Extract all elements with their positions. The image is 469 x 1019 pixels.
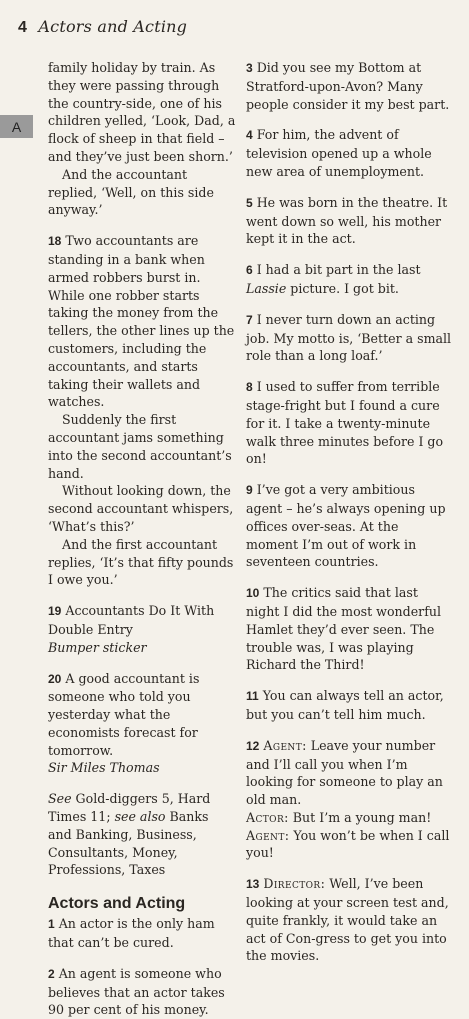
entry-number: 4: [246, 128, 253, 143]
entry-13: [246, 875, 454, 965]
entry-number: 9: [246, 483, 253, 498]
dialogue-line: [246, 809, 454, 827]
dialogue-text: But I’m a young man!: [288, 809, 432, 825]
speaker-label: Actor:: [246, 809, 289, 825]
entry-number: 6: [246, 263, 253, 278]
entry-number: 3: [246, 61, 253, 75]
dialogue-line: [246, 737, 454, 809]
entry-paragraph: family holiday by train. As they were passing through the country-side, one of his children yelled, ‘Look, Dad, a flock of sheep in that field – and they’ve just been shorn.’: [48, 60, 236, 164]
see-also-label: see also: [114, 809, 166, 825]
entry-number: 12: [246, 738, 260, 753]
entry-3: [246, 59, 454, 113]
entry-paragraph: [246, 481, 454, 571]
speaker-label: Agent:: [263, 737, 307, 753]
entry-number: 18: [48, 234, 62, 249]
entry-number: 1: [48, 917, 55, 932]
entry-text: I never turn down an acting job. My motto is, ‘Better a small role than a long loaf.’: [246, 311, 452, 364]
entry-source: Bumper sticker: [48, 639, 147, 655]
entry-paragraph: [246, 126, 454, 180]
entry-text: I used to suffer from terrible stage-fright but I found a cure for it. I take a twenty-minute walk three minutes before I go on!: [246, 379, 444, 467]
entry-number: 2: [48, 966, 55, 981]
see-label: See: [48, 791, 72, 807]
entry-number: 20: [48, 671, 62, 686]
dialogue-text: Well, I’ve been looking at your screen test and, quite frankly, it would take an act of Con-gress to get you into the movies.: [246, 876, 449, 964]
entry-paragraph: [48, 915, 236, 952]
section-heading: Actors and Acting: [48, 895, 186, 913]
entry-number: 19: [48, 604, 62, 619]
entry-number: 5: [246, 195, 253, 210]
entry-text: I had a bit part in the last: [256, 262, 421, 278]
entry-4: [246, 126, 454, 180]
entry-paragraph: [246, 378, 454, 468]
entry-text: Two accountants are standing in a bank when armed robbers burst in. While one robber starts taking the money from the tellers, the other lines up the customers, including the accountants, and starts taking their wallets and watches.: [48, 233, 235, 410]
speaker-label: Director:: [263, 876, 326, 892]
entry-20: [48, 670, 236, 778]
entry-18: [48, 232, 236, 589]
entry-text: An actor is the only ham that can’t be cured.: [48, 916, 215, 951]
entry-text: A good accountant is someone who told you yesterday what the economists forecast for tomorrow.: [48, 670, 200, 758]
dialogue-text: You won’t be when I call you!: [246, 827, 450, 861]
entry-text: I’ve got a very ambitious agent – he’s always opening up offices over-seas. At the moment I’m out of work in seventeen countries.: [246, 482, 446, 570]
dialogue-text: Leave your number and I’ll call you when I’m looking for someone to play an old man.: [246, 737, 443, 808]
entry-text: Did you see my Bottom at Stratford-upon-Avon? Many people consider it my best part.: [246, 60, 450, 112]
page-number: 4: [18, 19, 28, 36]
entry-6: [246, 261, 454, 298]
entry-paragraph: [246, 584, 454, 674]
entry-paragraph: And the first accountant replies, ‘It’s that fifty pounds I owe you.’: [48, 536, 234, 588]
see-also-targets: Banks and Banking, Business, Consultants, Money, Professions, Taxes: [48, 809, 209, 878]
dialogue-line: [246, 827, 454, 863]
dialogue-line: [246, 875, 454, 965]
entry-paragraph: [246, 261, 454, 298]
entry-19: [48, 602, 236, 656]
entry-text: For him, the advent of television opened up a whole new area of unemployment.: [246, 127, 432, 179]
speaker-label: Agent:: [246, 827, 290, 843]
entry-number: 7: [246, 312, 253, 327]
right-column: [246, 59, 454, 965]
running-title: Actors and Acting: [38, 17, 188, 36]
entry-text: He was born in the theatre. It went down so well, his mother kept it in the act.: [246, 194, 448, 247]
running-header: [18, 17, 187, 37]
entry-number: 8: [246, 380, 253, 395]
alphabet-thumb-tab: A: [0, 115, 33, 138]
entry-8: [246, 378, 454, 468]
entry-paragraph: [48, 232, 236, 411]
entry-paragraph: [48, 965, 236, 1019]
entry-source: Sir Miles Thomas: [48, 760, 160, 776]
entry-number: 10: [246, 586, 260, 601]
entry-5: [246, 194, 454, 248]
entry-11: [246, 687, 454, 724]
entry-paragraph: [48, 670, 236, 760]
entry-number: 13: [246, 877, 260, 892]
entry-paragraph: [246, 687, 454, 724]
entry-1: [48, 915, 236, 952]
cross-reference-text: [48, 790, 236, 879]
entry-number: 11: [246, 689, 259, 704]
entry-10: [246, 584, 454, 674]
entry-paragraph: Suddenly the first accountant jams something into the second accountant’s hand.: [48, 412, 232, 481]
entry-text: The critics said that last night I did the most wonderful Hamlet they’d ever seen. The trouble was, I was playing Richard the Third!: [246, 585, 441, 673]
entry-paragraph: [48, 602, 236, 639]
entry-paragraph: Without looking down, the second accountant whispers, ‘What’s this?’: [48, 483, 234, 534]
entry-9: [246, 481, 454, 571]
entry-12: [246, 737, 454, 863]
entry-paragraph: [246, 59, 454, 113]
cross-reference: [48, 790, 236, 879]
entry-paragraph: [246, 194, 454, 248]
entry-7: [246, 311, 454, 365]
entry-17-continued: [48, 59, 236, 219]
left-column: [48, 59, 236, 1019]
entry-text: You can always tell an actor, but you can’t tell him much.: [246, 688, 444, 722]
entry-text: picture. I got bit.: [286, 280, 399, 296]
entry-text: Accountants Do It With Double Entry: [48, 603, 215, 637]
entry-text: An agent is someone who believes that an actor takes 90 per cent of his money.: [48, 965, 225, 1018]
entry-paragraph: [246, 311, 454, 365]
entry-2: [48, 965, 236, 1019]
see-targets: Gold-diggers 5, Hard Times 11;: [48, 791, 211, 825]
entry-paragraph: And the accountant replied, ‘Well, on this side anyway.’: [48, 166, 214, 218]
film-title: Lassie: [246, 280, 287, 296]
